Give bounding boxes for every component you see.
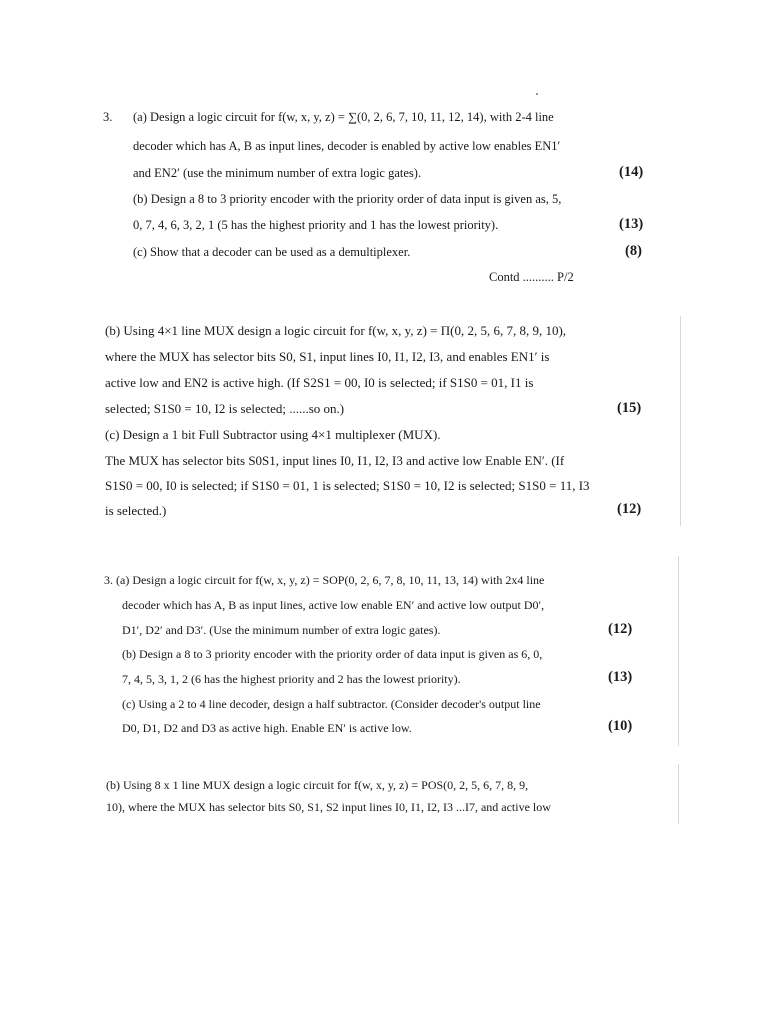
text-line: (c) Using a 2 to 4 line decoder, design a half subtractor. (Consider decoder's output line [122,697,541,711]
text-line: 0, 7, 4, 6, 3, 2, 1 (5 has the highest priority and 1 has the lowest priority). [133,218,499,232]
text-line: (b) Using 8 x 1 line MUX design a logic circuit for f(w, x, y, z) = POS(0, 2, 5, 6, 7, 8, 9, [106,778,529,792]
text-line: 10), where the MUX has selector bits S0, S1, S2 input lines I0, I1, I2, I3 ...I7, and active low [106,800,551,814]
scan-speck [536,93,538,95]
text-line: active low and EN2 is active high. (If S2S1 = 00, I0 is selected; if S1S0 = 01, I1 is [105,375,534,390]
page-edge-line [680,316,681,526]
question-number: 3. [103,110,113,124]
text-line: 7, 4, 5, 3, 1, 2 (6 has the highest priority and 2 has the lowest priority). [122,672,461,686]
text-line: and EN2′ (use the minimum number of extra logic gates). [133,166,422,180]
text-line: is selected.) [105,503,167,518]
text-line: (b) Design a 8 to 3 priority encoder with the priority order of data input is given as 6, 0, [122,647,543,661]
text-line: selected; S1S0 = 10, I2 is selected; ......so on.) [105,401,345,416]
contd-label: Contd .......... P/2 [489,270,574,284]
text-line: decoder which has A, B as input lines, active low enable EN′ and active low output D0′, [122,598,545,612]
text-line: D0, D1, D2 and D3 as active high. Enable EN′ is active low. [122,721,412,735]
marks-label: (13) [619,216,644,232]
marks-label: (14) [619,164,644,180]
text-line: D1′, D2′ and D3′. (Use the minimum number of extra logic gates). [122,623,441,637]
text-line: (b) Design a 8 to 3 priority encoder with the priority order of data input is given as, 5, [133,192,562,206]
marks-label: (10) [608,718,633,734]
text-line: (a) Design a logic circuit for f(w, x, y, z) = ∑(0, 2, 6, 7, 10, 11, 12, 14), with 2-4 line [133,110,554,124]
text-line: The MUX has selector bits S0S1, input lines I0, I1, I2, I3 and active low Enable EN′. (If [105,453,565,468]
text-line: decoder which has A, B as input lines, decoder is enabled by active low enables EN1′ [133,139,561,153]
marks-label: (8) [625,243,642,259]
text-line: (c) Show that a decoder can be used as a demultiplexer. [133,245,411,259]
marks-label: (12) [608,621,633,637]
text-line: 3. (a) Design a logic circuit for f(w, x, y, z) = SOP(0, 2, 6, 7, 8, 10, 11, 13, 14) with 2x4 line [104,573,545,587]
page-edge-line [678,556,679,746]
text-line: (c) Design a 1 bit Full Subtractor using 4×1 multiplexer (MUX). [105,427,441,442]
marks-label: (13) [608,669,633,685]
text-line: S1S0 = 00, I0 is selected; if S1S0 = 01, 1 is selected; S1S0 = 10, I2 is selected; S1S0 = 11, I3 [105,478,590,493]
text-line: (b) Using 4×1 line MUX design a logic circuit for f(w, x, y, z) = Π(0, 2, 5, 6, 7, 8, 9, 10), [105,323,567,338]
page-edge-line [678,764,679,824]
text-line: where the MUX has selector bits S0, S1, input lines I0, I1, I2, I3, and enables EN1′ is [105,349,550,364]
marks-label: (12) [617,501,642,517]
marks-label: (15) [617,400,642,416]
